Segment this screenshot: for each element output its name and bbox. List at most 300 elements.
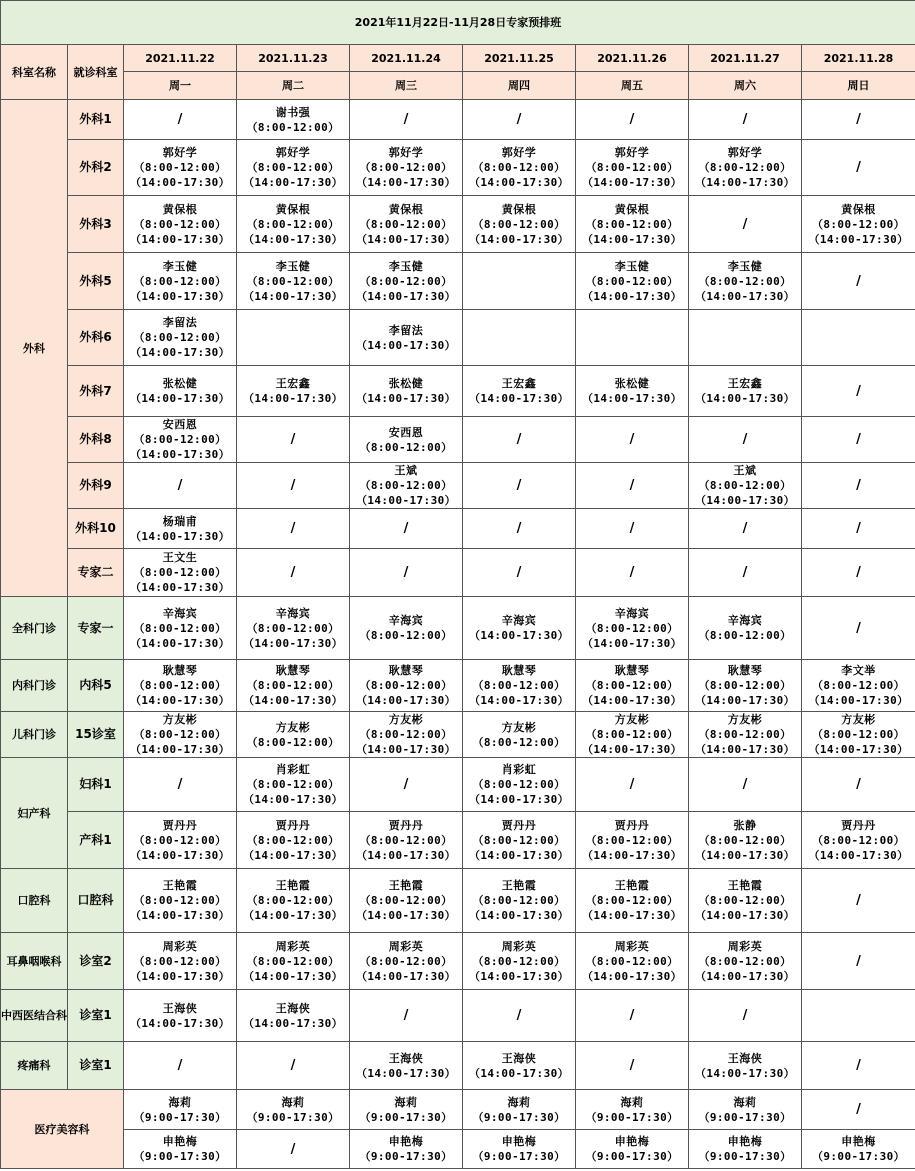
doctor-name: 郭好学 bbox=[614, 146, 650, 159]
time-slot: （8:00-12:00） bbox=[246, 679, 340, 692]
doctor-name: 李玉健 bbox=[162, 259, 198, 273]
schedule-row bbox=[1, 990, 915, 1042]
time-slot: （14:00-17:30） bbox=[468, 176, 570, 189]
time-slot: （8:00-12:00） bbox=[585, 728, 679, 741]
schedule-cell bbox=[689, 1090, 802, 1130]
no-schedule-mark: / bbox=[290, 521, 296, 536]
time-slot: （14:00-17:30） bbox=[355, 176, 457, 189]
time-slot: （14:00-17:30） bbox=[129, 392, 231, 405]
room-name: 外科5 bbox=[68, 253, 124, 310]
time-slot: （8:00-12:00） bbox=[246, 778, 340, 791]
doctor-name: 郭好学 bbox=[501, 146, 537, 159]
time-slot: （9:00-17:30） bbox=[359, 1150, 453, 1163]
time-slot: （8:00-12:00） bbox=[133, 331, 227, 344]
room-name: 外科1 bbox=[68, 100, 124, 140]
doctor-name: 郭好学 bbox=[388, 146, 424, 159]
time-slot: （14:00-17:30） bbox=[355, 694, 457, 707]
doctor-name: 王艳霞 bbox=[162, 879, 198, 892]
time-slot: （14:00-17:30） bbox=[468, 232, 570, 246]
doctor-name: 杨瑞甫 bbox=[162, 514, 198, 528]
no-schedule-mark: / bbox=[516, 112, 522, 127]
schedule-cell bbox=[576, 196, 689, 253]
time-slot: （8:00-12:00） bbox=[811, 217, 906, 231]
time-slot: （8:00-12:00） bbox=[246, 833, 340, 847]
schedule-cell bbox=[802, 869, 915, 933]
time-slot: （14:00-17:30） bbox=[242, 392, 344, 405]
no-schedule-mark: / bbox=[177, 478, 183, 493]
doctor-name: 贾丹丹 bbox=[841, 818, 876, 832]
schedule-cell bbox=[124, 196, 237, 253]
schedule-row bbox=[1, 366, 915, 417]
time-slot: （14:00-17:30） bbox=[355, 338, 457, 352]
time-slot: （8:00-12:00） bbox=[359, 161, 453, 174]
doctor-name: 王艳霞 bbox=[275, 879, 311, 892]
time-slot: （8:00-12:00） bbox=[698, 679, 792, 692]
schedule-cell bbox=[124, 597, 237, 660]
room-name: 外科9 bbox=[68, 463, 124, 509]
room-name: 15诊室 bbox=[68, 712, 124, 758]
doctor-name: 海莉 bbox=[507, 1095, 531, 1109]
schedule-cell bbox=[463, 366, 576, 417]
schedule-cell bbox=[689, 1042, 802, 1090]
room-name: 专家二 bbox=[68, 549, 124, 597]
header-date: 2021.11.23 bbox=[237, 45, 350, 72]
no-schedule-mark: / bbox=[290, 565, 296, 580]
schedule-row bbox=[1, 712, 915, 758]
time-slot: （14:00-17:30） bbox=[355, 969, 457, 983]
time-slot: （8:00-12:00） bbox=[811, 728, 906, 741]
time-slot: （8:00-12:00） bbox=[698, 728, 792, 741]
schedule-row bbox=[1, 196, 915, 253]
time-slot: （8:00-12:00） bbox=[698, 629, 792, 642]
doctor-name: 耿慧琴 bbox=[614, 664, 650, 677]
time-slot: （8:00-12:00） bbox=[585, 274, 679, 288]
schedule-cell bbox=[576, 549, 689, 597]
doctor-name: 王海侠 bbox=[275, 1001, 311, 1015]
time-slot: （14:00-17:30） bbox=[808, 694, 909, 707]
time-slot: （14:00-17:30） bbox=[468, 694, 570, 707]
time-slot: （14:00-17:30） bbox=[242, 909, 344, 922]
time-slot: （14:00-17:30） bbox=[242, 848, 344, 862]
schedule-cell bbox=[350, 990, 463, 1042]
schedule-cell bbox=[463, 100, 576, 140]
time-slot: （14:00-17:30） bbox=[581, 694, 683, 707]
schedule-cell bbox=[689, 417, 802, 463]
schedule-body bbox=[1, 1, 915, 1169]
doctor-name: 安西恩 bbox=[162, 418, 198, 431]
schedule-cell bbox=[576, 417, 689, 463]
header-date: 2021.11.22 bbox=[124, 45, 237, 72]
dept-name: 耳鼻咽喉科 bbox=[1, 933, 68, 990]
schedule-cell bbox=[463, 869, 576, 933]
schedule-cell bbox=[463, 990, 576, 1042]
schedule-cell bbox=[463, 417, 576, 463]
time-slot: （14:00-17:30） bbox=[468, 848, 570, 862]
time-slot: （8:00-12:00） bbox=[472, 735, 566, 749]
schedule-cell bbox=[463, 933, 576, 990]
no-schedule-mark: / bbox=[403, 521, 409, 536]
header-date: 2021.11.25 bbox=[463, 45, 576, 72]
schedule-cell bbox=[576, 463, 689, 509]
schedule-cell bbox=[237, 140, 350, 196]
time-slot: （8:00-12:00） bbox=[585, 621, 679, 635]
time-slot: （9:00-17:30） bbox=[585, 1110, 679, 1124]
time-slot: （14:00-17:30） bbox=[581, 848, 683, 862]
schedule-cell bbox=[463, 196, 576, 253]
schedule-cell bbox=[802, 660, 915, 712]
schedule-cell bbox=[350, 366, 463, 417]
schedule-row bbox=[1, 597, 915, 660]
no-schedule-mark: / bbox=[629, 432, 635, 447]
doctor-name: 辛海宾 bbox=[162, 606, 198, 620]
schedule-cell bbox=[463, 1090, 576, 1130]
doctor-name: 方友彬 bbox=[275, 720, 311, 734]
schedule-cell bbox=[576, 869, 689, 933]
schedule-cell bbox=[576, 366, 689, 417]
time-slot: （14:00-17:30） bbox=[129, 176, 231, 189]
doctor-name: 黄保根 bbox=[388, 202, 424, 216]
schedule-cell bbox=[124, 549, 237, 597]
doctor-name: 张静 bbox=[733, 818, 757, 832]
time-slot: （9:00-17:30） bbox=[698, 1150, 792, 1163]
doctor-name: 王艳霞 bbox=[501, 879, 537, 892]
no-schedule-mark: / bbox=[516, 565, 522, 580]
time-slot: （14:00-17:30） bbox=[355, 743, 457, 756]
doctor-name: 李玉健 bbox=[388, 259, 424, 273]
schedule-cell bbox=[689, 253, 802, 310]
dept-name: 医疗美容科 bbox=[1, 1090, 124, 1169]
time-slot: （9:00-17:30） bbox=[133, 1110, 227, 1124]
schedule-cell bbox=[689, 812, 802, 869]
no-schedule-mark: / bbox=[629, 478, 635, 493]
schedule-cell bbox=[802, 933, 915, 990]
time-slot: （9:00-17:30） bbox=[585, 1150, 679, 1163]
doctor-name: 贾丹丹 bbox=[501, 818, 537, 832]
room-name: 外科10 bbox=[68, 509, 124, 549]
doctor-name: 王艳霞 bbox=[614, 879, 650, 892]
schedule-cell bbox=[802, 1130, 915, 1169]
time-slot: （8:00-12:00） bbox=[133, 566, 227, 579]
time-slot: （14:00-17:30） bbox=[242, 793, 344, 806]
doctor-name: 王海侠 bbox=[388, 1051, 424, 1065]
schedule-cell bbox=[237, 1090, 350, 1130]
doctor-name: 肖彩虹 bbox=[501, 763, 537, 776]
schedule-cell bbox=[124, 660, 237, 712]
schedule-cell bbox=[689, 100, 802, 140]
no-schedule-mark: / bbox=[629, 777, 635, 792]
no-schedule-mark: / bbox=[516, 432, 522, 447]
time-slot: （14:00-17:30） bbox=[694, 848, 796, 862]
no-schedule-mark: / bbox=[856, 1102, 861, 1117]
time-slot: （8:00-12:00） bbox=[585, 679, 679, 692]
dept-name: 口腔科 bbox=[1, 869, 68, 933]
schedule-cell bbox=[802, 812, 915, 869]
doctor-name: 张松健 bbox=[614, 377, 650, 390]
no-schedule-mark: / bbox=[290, 1141, 296, 1157]
time-slot: （14:00-17:30） bbox=[129, 1016, 231, 1030]
schedule-cell bbox=[237, 549, 350, 597]
time-slot: （8:00-12:00） bbox=[246, 120, 340, 134]
time-slot: （9:00-17:30） bbox=[472, 1150, 566, 1163]
header-weekday: 周日 bbox=[802, 72, 915, 100]
time-slot: （8:00-12:00） bbox=[698, 894, 792, 907]
dept-name: 外科 bbox=[1, 100, 68, 597]
schedule-cell bbox=[237, 1042, 350, 1090]
dept-name: 内科门诊 bbox=[1, 660, 68, 712]
schedule-cell bbox=[689, 549, 802, 597]
time-slot: （8:00-12:00） bbox=[359, 440, 453, 454]
schedule-cell bbox=[576, 253, 689, 310]
doctor-name: 王宏鑫 bbox=[275, 377, 311, 390]
schedule-cell bbox=[350, 140, 463, 196]
time-slot: （8:00-12:00） bbox=[359, 479, 453, 492]
time-slot: （8:00-12:00） bbox=[246, 735, 340, 749]
time-slot: （14:00-17:30） bbox=[468, 629, 570, 642]
schedule-cell bbox=[237, 310, 350, 366]
time-slot: （8:00-12:00） bbox=[811, 679, 906, 692]
schedule-cell bbox=[237, 758, 350, 812]
schedule-cell bbox=[802, 196, 915, 253]
doctor-name: 黄保根 bbox=[501, 202, 537, 216]
dept-name: 疼痛科 bbox=[1, 1042, 68, 1090]
schedule-row bbox=[1, 253, 915, 310]
no-schedule-mark: / bbox=[629, 1008, 635, 1023]
no-schedule-mark: / bbox=[856, 893, 861, 908]
schedule-cell bbox=[689, 933, 802, 990]
doctor-name: 海莉 bbox=[620, 1095, 644, 1109]
schedule-cell bbox=[576, 100, 689, 140]
time-slot: （8:00-12:00） bbox=[246, 954, 340, 968]
room-name: 外科3 bbox=[68, 196, 124, 253]
no-schedule-mark: / bbox=[290, 432, 296, 447]
schedule-cell bbox=[463, 597, 576, 660]
no-schedule-mark: / bbox=[856, 620, 861, 636]
time-slot: （14:00-17:30） bbox=[129, 232, 231, 246]
schedule-cell bbox=[463, 1130, 576, 1169]
schedule-cell bbox=[237, 660, 350, 712]
doctor-name: 安西恩 bbox=[388, 425, 424, 439]
header-weekday: 周五 bbox=[576, 72, 689, 100]
doctor-name: 黄保根 bbox=[841, 202, 876, 216]
time-slot: （8:00-12:00） bbox=[698, 833, 792, 847]
time-slot: （14:00-17:30） bbox=[694, 176, 796, 189]
schedule-row bbox=[1, 869, 915, 933]
time-slot: （14:00-17:30） bbox=[355, 848, 457, 862]
header-date: 2021.11.28 bbox=[802, 45, 915, 72]
time-slot: （8:00-12:00） bbox=[133, 833, 227, 847]
doctor-name: 方友彬 bbox=[162, 713, 198, 726]
no-schedule-mark: / bbox=[290, 478, 296, 493]
schedule-cell bbox=[576, 1042, 689, 1090]
time-slot: （8:00-12:00） bbox=[359, 894, 453, 907]
doctor-name: 贾丹丹 bbox=[275, 818, 311, 832]
schedule-cell bbox=[689, 597, 802, 660]
doctor-name: 耿慧琴 bbox=[501, 664, 537, 677]
time-slot: （14:00-17:30） bbox=[808, 232, 909, 246]
no-schedule-mark: / bbox=[629, 521, 635, 536]
doctor-name: 王斌 bbox=[733, 464, 757, 477]
doctor-name: 辛海宾 bbox=[275, 606, 311, 620]
time-slot: （8:00-12:00） bbox=[133, 217, 227, 231]
no-schedule-mark: / bbox=[856, 383, 861, 399]
schedule-cell bbox=[576, 990, 689, 1042]
doctor-name: 耿慧琴 bbox=[727, 664, 763, 677]
schedule-cell bbox=[124, 812, 237, 869]
header-date: 2021.11.27 bbox=[689, 45, 802, 72]
dept-name: 中西医结合科 bbox=[1, 990, 68, 1042]
time-slot: （8:00-12:00） bbox=[133, 433, 227, 446]
schedule-cell bbox=[689, 712, 802, 758]
schedule-cell bbox=[237, 712, 350, 758]
time-slot: （14:00-17:30） bbox=[355, 232, 457, 246]
time-slot: （14:00-17:30） bbox=[694, 694, 796, 707]
time-slot: （14:00-17:30） bbox=[581, 969, 683, 983]
doctor-name: 方友彬 bbox=[841, 713, 876, 726]
time-slot: （8:00-12:00） bbox=[811, 833, 906, 847]
schedule-cell bbox=[689, 140, 802, 196]
schedule-cell bbox=[802, 140, 915, 196]
time-slot: （14:00-17:30） bbox=[694, 969, 796, 983]
header-weekday: 周六 bbox=[689, 72, 802, 100]
time-slot: （9:00-17:30） bbox=[246, 1110, 340, 1124]
no-schedule-mark: / bbox=[516, 478, 522, 493]
schedule-cell bbox=[237, 463, 350, 509]
time-slot: （14:00-17:30） bbox=[129, 289, 231, 303]
schedule-cell bbox=[802, 758, 915, 812]
time-slot: （14:00-17:30） bbox=[694, 909, 796, 922]
time-slot: （14:00-17:30） bbox=[581, 392, 683, 405]
time-slot: （8:00-12:00） bbox=[472, 833, 566, 847]
doctor-name: 王海侠 bbox=[727, 1051, 763, 1065]
doctor-name: 周彩英 bbox=[275, 939, 311, 953]
schedule-cell bbox=[576, 1130, 689, 1169]
doctor-name: 耿慧琴 bbox=[275, 664, 311, 677]
no-schedule-mark: / bbox=[629, 565, 635, 580]
dept-name: 儿科门诊 bbox=[1, 712, 68, 758]
doctor-name: 李玉健 bbox=[275, 259, 311, 273]
time-slot: （8:00-12:00） bbox=[133, 274, 227, 288]
doctor-name: 黄保根 bbox=[162, 202, 198, 216]
doctor-name: 肖彩虹 bbox=[275, 763, 311, 776]
schedule-cell bbox=[576, 712, 689, 758]
schedule-row bbox=[1, 1090, 915, 1130]
schedule-row bbox=[1, 660, 915, 712]
doctor-name: 海莉 bbox=[168, 1095, 192, 1109]
schedule-cell bbox=[237, 253, 350, 310]
schedule-cell bbox=[689, 366, 802, 417]
schedule-cell bbox=[350, 417, 463, 463]
schedule-cell bbox=[689, 310, 802, 366]
schedule-row bbox=[1, 417, 915, 463]
doctor-name: 辛海宾 bbox=[388, 614, 424, 627]
time-slot: （14:00-17:30） bbox=[581, 232, 683, 246]
no-schedule-mark: / bbox=[177, 777, 183, 792]
schedule-cell bbox=[124, 869, 237, 933]
time-slot: （14:00-17:30） bbox=[242, 1016, 344, 1030]
doctor-name: 周彩英 bbox=[501, 939, 537, 953]
schedule-cell bbox=[689, 869, 802, 933]
schedule-cell bbox=[689, 509, 802, 549]
time-slot: （8:00-12:00） bbox=[585, 833, 679, 847]
schedule-cell bbox=[350, 869, 463, 933]
schedule-cell bbox=[576, 1090, 689, 1130]
time-slot: （8:00-12:00） bbox=[698, 161, 792, 174]
header-date: 2021.11.26 bbox=[576, 45, 689, 72]
schedule-cell bbox=[802, 990, 915, 1042]
schedule-cell bbox=[802, 597, 915, 660]
schedule-cell bbox=[350, 933, 463, 990]
time-slot: （14:00-17:30） bbox=[468, 909, 570, 922]
schedule-cell bbox=[802, 1042, 915, 1090]
time-slot: （14:00-17:30） bbox=[129, 581, 231, 594]
doctor-name: 王宏鑫 bbox=[501, 377, 537, 390]
time-slot: （8:00-12:00） bbox=[585, 954, 679, 968]
time-slot: （14:00-17:30） bbox=[581, 289, 683, 303]
schedule-cell bbox=[463, 253, 576, 310]
schedule-cell bbox=[237, 196, 350, 253]
schedule-row bbox=[1, 1130, 915, 1169]
doctor-name: 郭好学 bbox=[727, 146, 763, 159]
time-slot: （8:00-12:00） bbox=[585, 894, 679, 907]
time-slot: （14:00-17:30） bbox=[468, 969, 570, 983]
schedule-row bbox=[1, 933, 915, 990]
schedule-cell bbox=[689, 1130, 802, 1169]
doctor-name: 辛海宾 bbox=[727, 614, 763, 627]
time-slot: （8:00-12:00） bbox=[472, 161, 566, 174]
schedule-cell bbox=[802, 366, 915, 417]
time-slot: （14:00-17:30） bbox=[242, 289, 344, 303]
schedule-cell bbox=[124, 253, 237, 310]
no-schedule-mark: / bbox=[629, 112, 635, 127]
no-schedule-mark: / bbox=[403, 777, 409, 792]
time-slot: （14:00-17:30） bbox=[355, 289, 457, 303]
time-slot: （14:00-17:30） bbox=[129, 909, 231, 922]
schedule-cell bbox=[689, 758, 802, 812]
schedule-cell bbox=[576, 310, 689, 366]
schedule-cell bbox=[802, 712, 915, 758]
doctor-name: 王海侠 bbox=[162, 1001, 198, 1015]
doctor-name: 王文生 bbox=[162, 551, 198, 564]
time-slot: （14:00-17:30） bbox=[242, 232, 344, 246]
schedule-cell bbox=[124, 366, 237, 417]
doctor-name: 申艳梅 bbox=[614, 1135, 650, 1148]
time-slot: （14:00-17:30） bbox=[129, 848, 231, 862]
doctor-name: 申艳梅 bbox=[501, 1135, 537, 1148]
doctor-name: 李玉健 bbox=[614, 259, 650, 273]
schedule-cell bbox=[463, 1042, 576, 1090]
schedule-cell bbox=[350, 196, 463, 253]
schedule-cell bbox=[237, 990, 350, 1042]
doctor-name: 郭好学 bbox=[162, 146, 198, 159]
doctor-name: 方友彬 bbox=[727, 713, 763, 726]
no-schedule-mark: / bbox=[742, 1008, 748, 1023]
dept-name: 妇产科 bbox=[1, 758, 68, 869]
schedule-cell bbox=[124, 310, 237, 366]
schedule-cell bbox=[237, 366, 350, 417]
no-schedule-mark: / bbox=[742, 777, 748, 792]
schedule-cell bbox=[237, 100, 350, 140]
schedule-row bbox=[1, 140, 915, 196]
schedule-cell bbox=[689, 463, 802, 509]
time-slot: （14:00-17:30） bbox=[355, 909, 457, 922]
room-name: 产科1 bbox=[68, 812, 124, 869]
no-schedule-mark: / bbox=[856, 953, 861, 969]
doctor-name: 辛海宾 bbox=[501, 614, 537, 627]
doctor-name: 贾丹丹 bbox=[614, 818, 650, 832]
schedule-cell bbox=[350, 509, 463, 549]
schedule-cell bbox=[802, 417, 915, 463]
room-name: 外科7 bbox=[68, 366, 124, 417]
